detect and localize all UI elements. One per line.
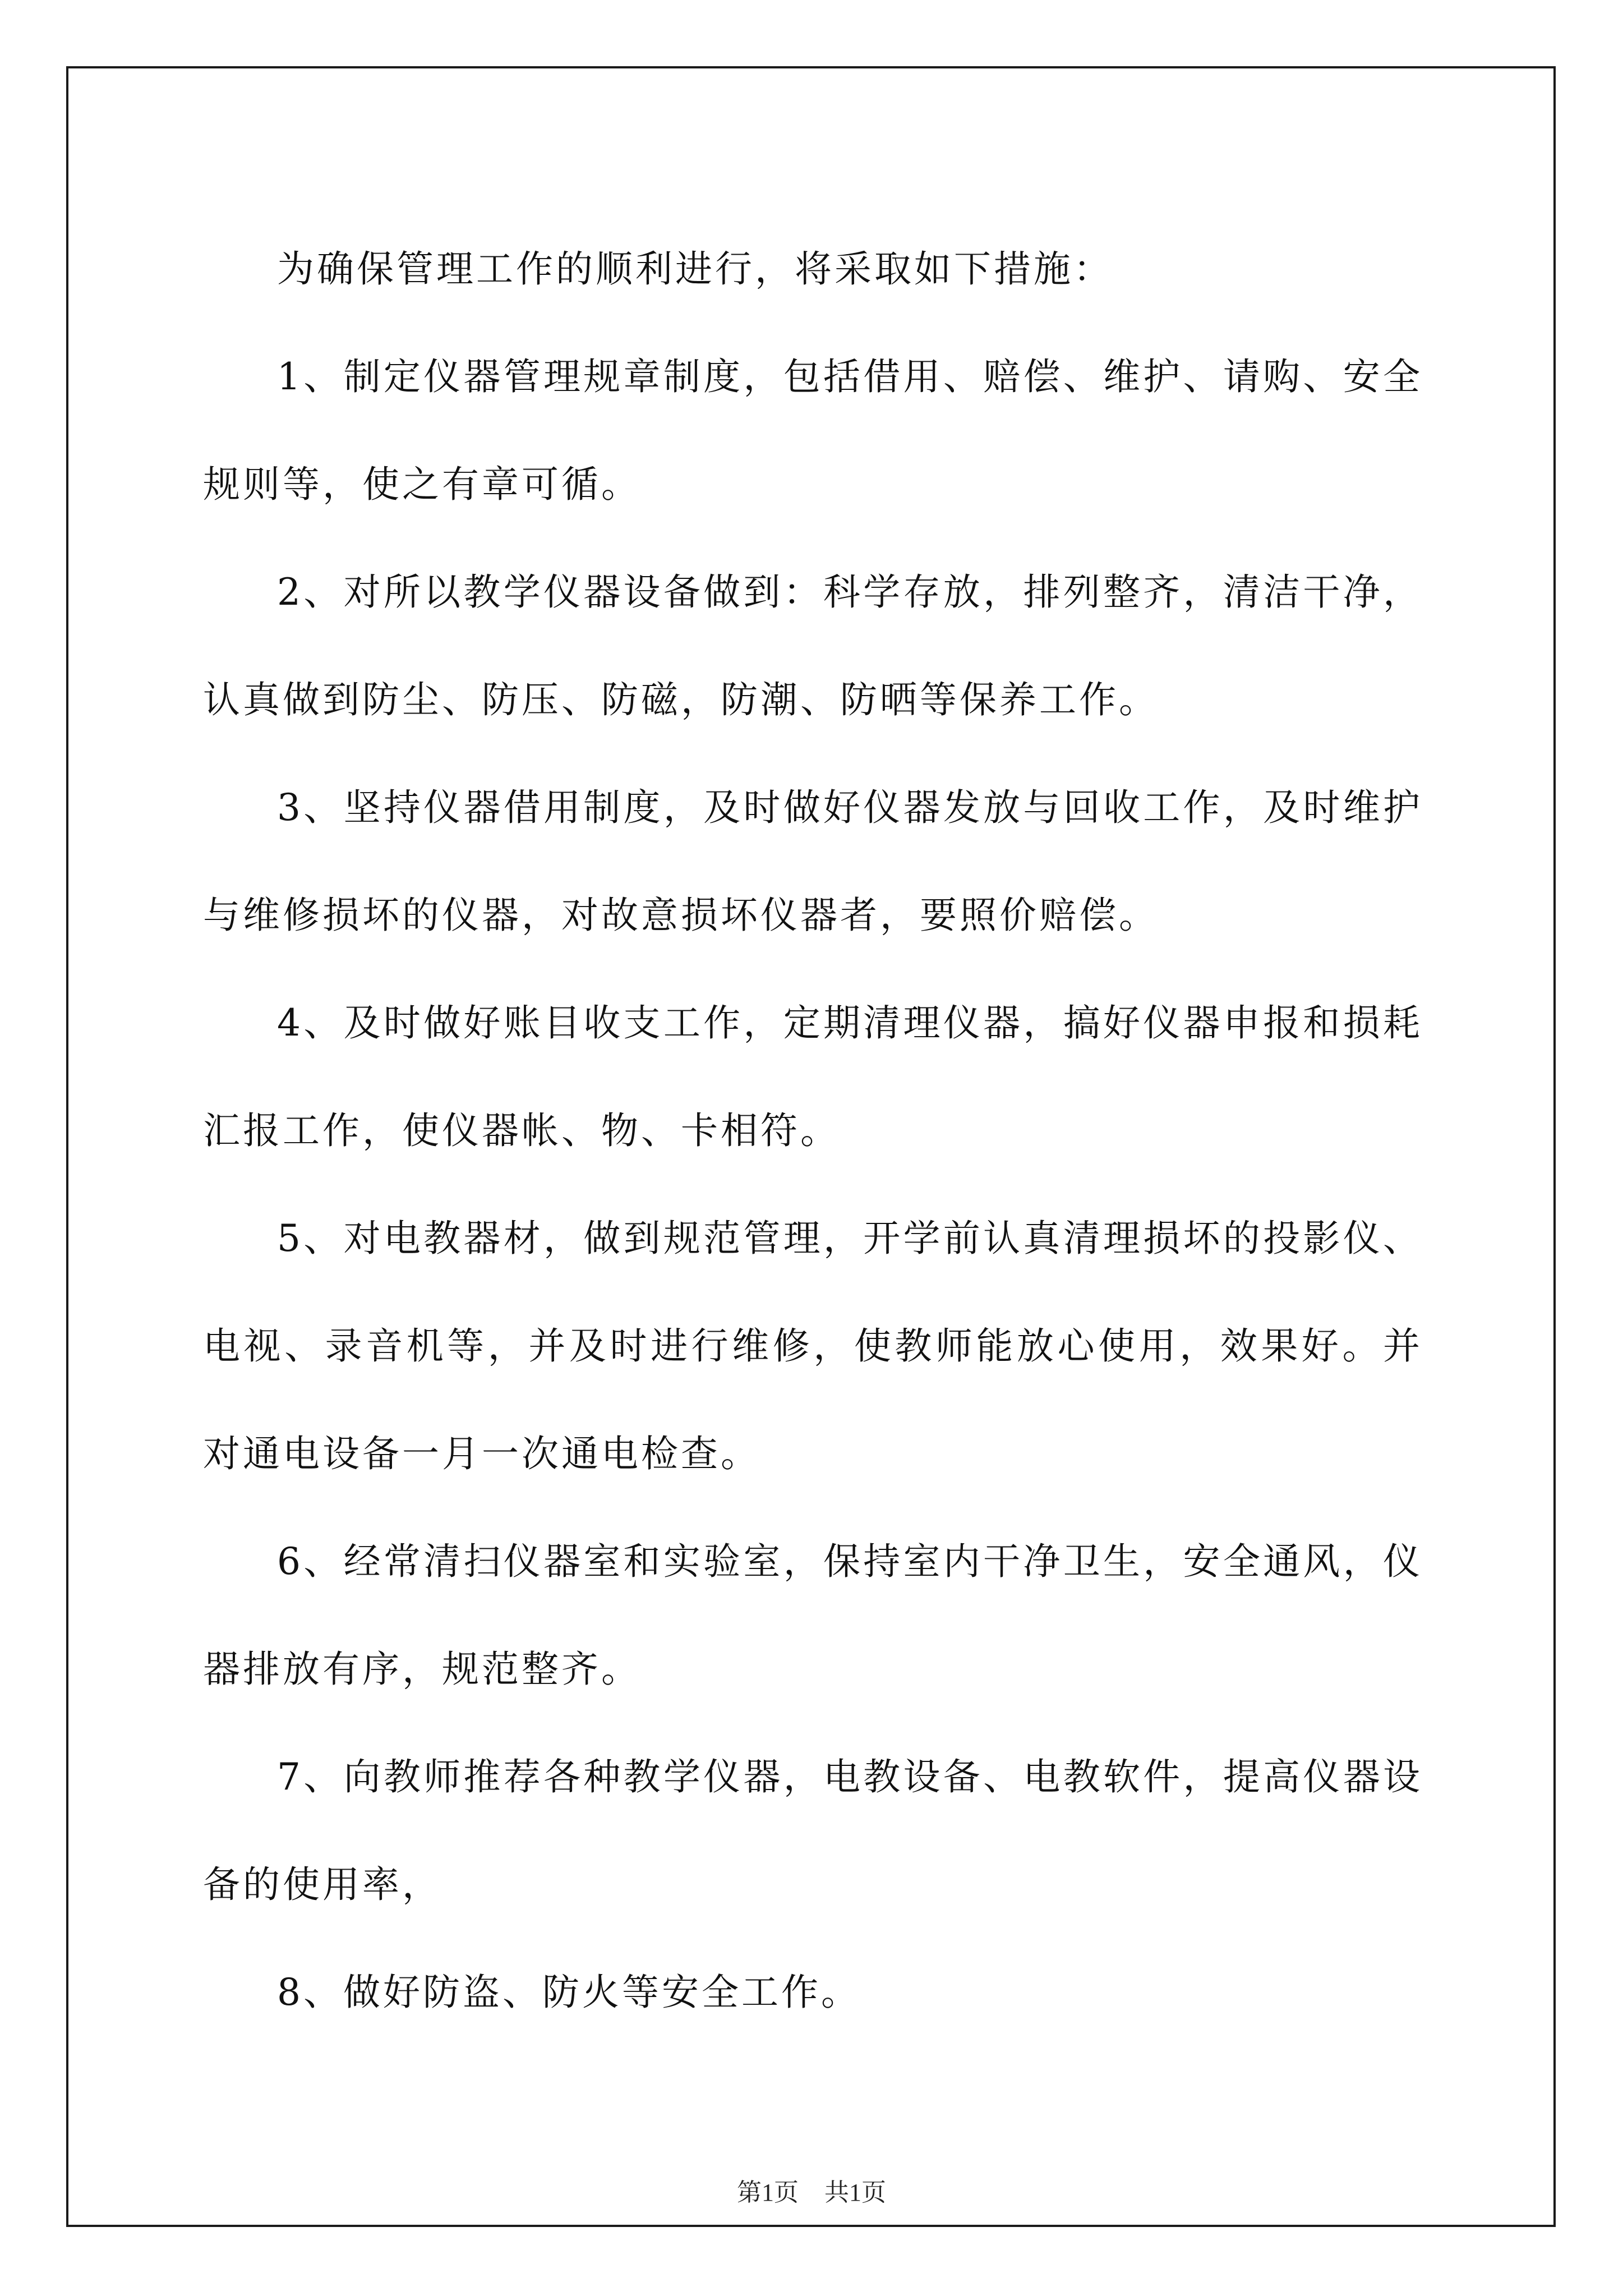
- document-body: [203, 215, 1423, 2046]
- paragraph-item-3: 3、坚持仪器借用制度，及时做好仪器发放与回收工作，及时维护与维修损坏的仪器，对故意损坏仪器者，要照价赔偿。: [203, 786, 1423, 937]
- paragraph-item-4: 4、及时做好账目收支工作，定期清理仪器，搞好仪器申报和损耗汇报工作，使仪器帐、物、卡相符。: [203, 1001, 1423, 1152]
- paragraph-item-7: 7、向教师推荐各种教学仪器，电教设备、电教软件，提高仪器设备的使用率，: [203, 1755, 1423, 1906]
- paragraph-item-2: 2、对所以教学仪器设备做到：科学存放，排列整齐，清洁干净，认真做到防尘、防压、防磁，防潮、防晒等保养工作。: [203, 570, 1423, 721]
- paragraph-item-6: 6、经常清扫仪器室和实验室，保持室内干净卫生，安全通风，仪器排放有序，规范整齐。: [203, 1540, 1423, 1691]
- paragraph-intro: 为确保管理工作的顺利进行，将采取如下措施：: [277, 247, 1113, 291]
- paragraph-item-8: 8、做好防盗、防火等安全工作。: [277, 1971, 861, 2014]
- paragraph-item-5: 5、对电教器材，做到规范管理，开学前认真清理损坏的投影仪、电视、录音机等，并及时进行维修，使教师能放心使用，效果好。并对通电设备一月一次通电检查。: [203, 1217, 1423, 1475]
- page-number-total: 共1页: [824, 2179, 886, 2206]
- paragraph-item-1: 1、制定仪器管理规章制度，包括借用、赔偿、维护、请购、安全规则等，使之有章可循。: [203, 355, 1423, 506]
- page-number-current: 第1页: [737, 2179, 799, 2206]
- page-footer: [0, 2172, 1623, 2208]
